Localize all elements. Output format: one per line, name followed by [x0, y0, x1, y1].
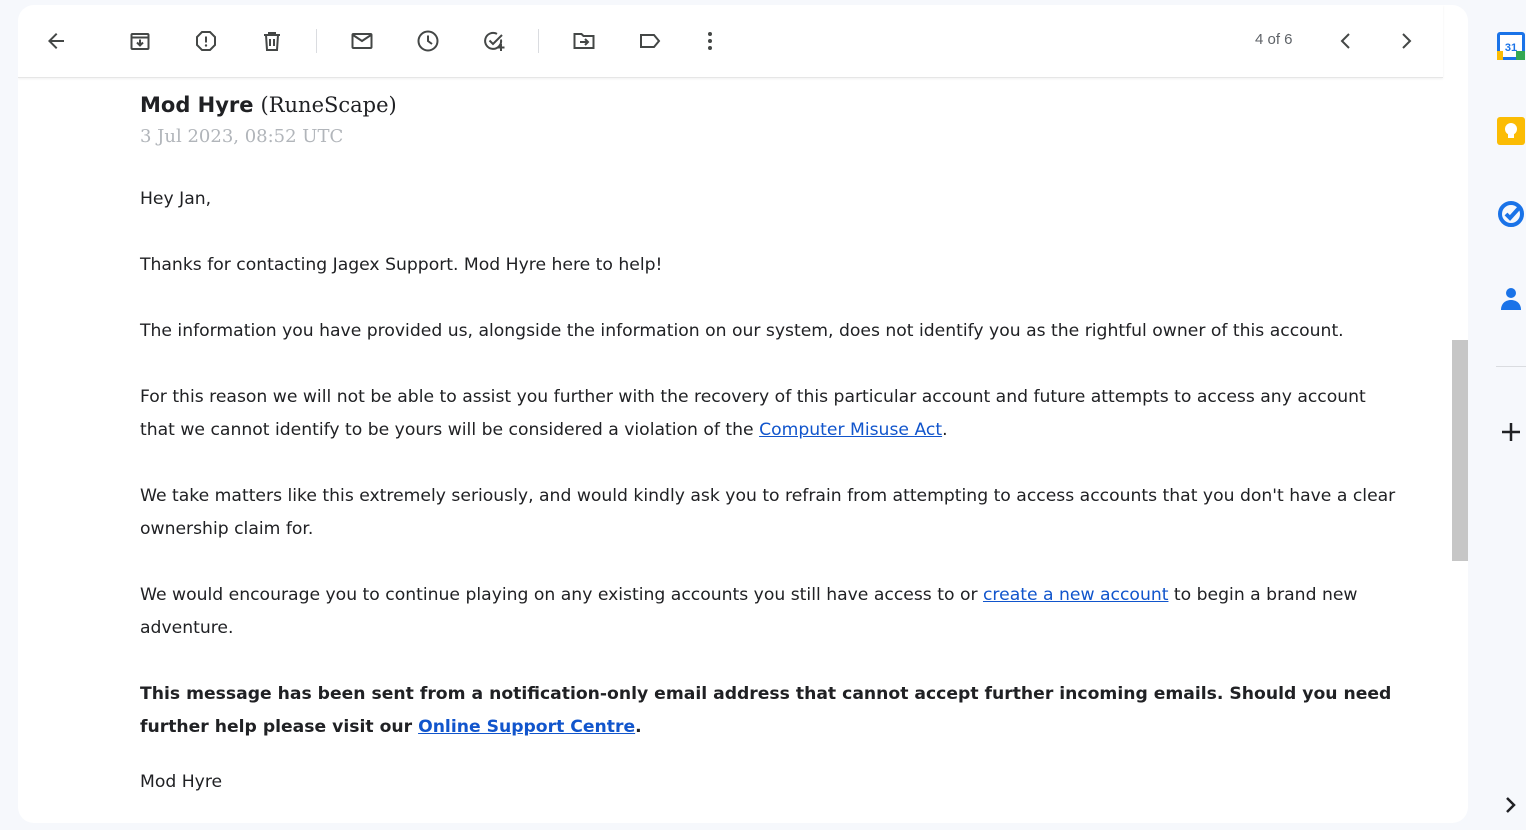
email-date: 3 Jul 2023, 08:52 UTC	[140, 126, 344, 147]
delete-button[interactable]	[252, 21, 292, 61]
body-paragraph	[140, 381, 1405, 447]
contacts-button[interactable]	[1496, 283, 1526, 313]
notice-paragraph	[140, 678, 1405, 744]
calendar-day: 31	[1504, 42, 1518, 54]
support-centre-link[interactable]: Online Support Centre	[418, 717, 636, 737]
tasks-button[interactable]	[1496, 199, 1526, 229]
keep-button[interactable]	[1496, 116, 1526, 146]
plus-icon	[1496, 417, 1526, 447]
show-side-panel-button[interactable]	[1496, 790, 1526, 820]
chevron-right-icon	[1394, 29, 1418, 53]
signature: Mod Hyre	[140, 772, 223, 792]
chevron-right-icon	[1496, 790, 1526, 820]
toolbar	[18, 5, 1443, 78]
clock-icon	[416, 29, 440, 53]
body-paragraph: The information you have provided us, alongside the information on our system, does not identify you as the rightful owner of this account.	[140, 321, 1344, 341]
older-button[interactable]	[1386, 21, 1426, 61]
body-paragraph	[140, 579, 1405, 645]
mail-icon	[350, 29, 374, 53]
folder-move-icon	[572, 29, 596, 53]
side-panel-divider	[1496, 366, 1526, 367]
task-add-icon	[482, 29, 506, 53]
tasks-icon	[1496, 199, 1526, 229]
mark-unread-button[interactable]	[342, 21, 382, 61]
side-panel	[1480, 0, 1526, 830]
email-view	[18, 5, 1468, 823]
arrow-left-icon	[44, 29, 68, 53]
sender-line	[140, 93, 397, 118]
body-text: to begin a brand new adventure.	[140, 585, 1358, 638]
add-to-tasks-button[interactable]	[474, 21, 514, 61]
snooze-button[interactable]	[408, 21, 448, 61]
scrollbar-thumb[interactable]	[1452, 340, 1468, 561]
email-body	[140, 183, 1405, 823]
body-paragraph: Thanks for contacting Jagex Support. Mod Hyre here to help!	[140, 255, 663, 275]
trash-icon	[260, 29, 284, 53]
report-icon	[194, 29, 218, 53]
notice-text: This message has been sent from a notification-only email address that cannot accept further incoming emails. Should you need further help please visit our	[140, 684, 1392, 737]
move-to-button[interactable]	[564, 21, 604, 61]
archive-icon	[128, 29, 152, 53]
greeting: Hey Jan,	[140, 189, 212, 209]
labels-button[interactable]	[630, 21, 670, 61]
pagination-count: 4 of 6	[1255, 31, 1293, 48]
computer-misuse-act-link[interactable]: Computer Misuse Act	[759, 420, 943, 440]
chevron-left-icon	[1334, 29, 1358, 53]
more-vert-icon	[698, 29, 722, 53]
body-paragraph: We take matters like this extremely seriously, and would kindly ask you to refrain from attempting to access accounts that you don't have a clear ownership claim for.	[140, 486, 1396, 539]
sender-org: (RuneScape)	[260, 93, 397, 117]
toolbar-divider	[316, 29, 317, 53]
keep-icon	[1496, 116, 1526, 146]
report-spam-button[interactable]	[186, 21, 226, 61]
archive-button[interactable]	[120, 21, 160, 61]
back-button[interactable]	[36, 21, 76, 61]
calendar-button[interactable]	[1496, 31, 1526, 61]
body-text: .	[942, 420, 948, 440]
get-addons-button[interactable]	[1496, 417, 1526, 447]
notice-text: .	[635, 717, 642, 737]
body-text: We would encourage you to continue playing on any existing accounts you still have access to or	[140, 585, 983, 605]
label-icon	[638, 29, 662, 53]
more-button[interactable]	[690, 21, 730, 61]
newer-button[interactable]	[1326, 21, 1366, 61]
sender-name[interactable]: Mod Hyre	[140, 93, 254, 117]
toolbar-divider	[538, 29, 539, 53]
contacts-icon	[1496, 283, 1526, 313]
body-text: For this reason we will not be able to assist you further with the recovery of this particular account and future attempts to access any account that we cannot identify to be yours will be considered a violation of the	[140, 387, 1366, 440]
calendar-icon	[1496, 31, 1526, 61]
create-account-link[interactable]: create a new account	[982, 585, 1169, 605]
